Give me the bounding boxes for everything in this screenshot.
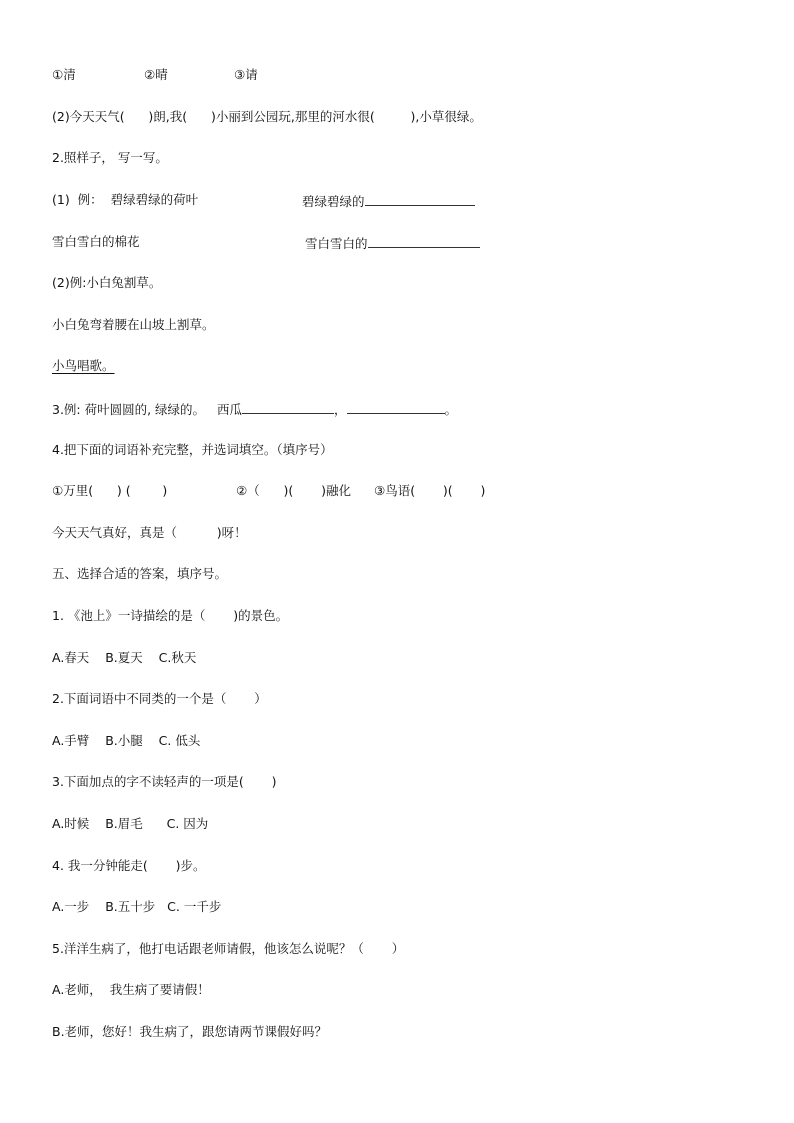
mc-question-2: 2.下面词语中不同类的一个是（ ） xyxy=(52,691,267,706)
example-2-prompt: 雪白雪白的 xyxy=(305,234,480,252)
option-3: ③请 xyxy=(234,67,258,82)
option-1: ①清 xyxy=(52,67,76,82)
answer-blank[interactable] xyxy=(242,400,334,414)
example-sentence: 小白兔弯着腰在山坡上割草。 xyxy=(52,317,215,332)
sentence-fill-blank: (2)今天天气( )朗,我( )小丽到公园玩,那里的河水很( ),小草很绿。 xyxy=(52,109,482,124)
practice-sentence: 小鸟唱歌。 xyxy=(52,358,115,373)
section-heading-2: 2.照样子， 写一写。 xyxy=(52,150,168,165)
question-4: 4.把下面的词语补充完整，并选词填空。（填序号） xyxy=(52,442,333,457)
example-2: 雪白雪白的棉花 xyxy=(52,234,140,249)
mc-options-4: A.一步 B.五十步 C. 一千步 xyxy=(52,899,222,914)
answer-blank[interactable] xyxy=(365,192,475,206)
idiom-3: ③鸟语( )( ) xyxy=(374,483,486,498)
mc-question-1: 1. 《池上》一诗描绘的是（ )的景色。 xyxy=(52,608,289,623)
example-sentence-heading: (2)例:小白兔割草。 xyxy=(52,275,162,290)
mc-question-4: 4. 我一分钟能走( )步。 xyxy=(52,858,206,873)
mc-option-5b: B.老师，您好！我生病了，跟您请两节课假好吗？ xyxy=(52,1024,328,1039)
mc-options-3: A.时候 B.眉毛 C. 因为 xyxy=(52,816,209,831)
question-3: 3.例: 荷叶圆圆的, 绿绿的。 西瓜 ， 。 xyxy=(52,402,458,417)
mc-option-5a: A.老师， 我生病了要请假！ xyxy=(52,982,210,997)
answer-blank[interactable] xyxy=(347,400,445,414)
idiom-1: ①万里( ) ( ) xyxy=(52,483,168,498)
example-1-prompt: 碧绿碧绿的 xyxy=(302,192,475,210)
mc-options-1: A.春天 B.夏天 C.秋天 xyxy=(52,650,197,665)
example-1: (1) 例： 碧绿碧绿的荷叶 xyxy=(52,192,199,207)
mc-question-3: 3.下面加点的字不读轻声的一项是( ) xyxy=(52,774,277,789)
idiom-fill-sentence: 今天天气真好，真是（ )呀！ xyxy=(52,525,247,540)
section-heading-5: 五、选择合适的答案，填序号。 xyxy=(52,566,228,581)
answer-blank[interactable] xyxy=(368,234,480,248)
mc-options-2: A.手臂 B.小腿 C. 低头 xyxy=(52,733,201,748)
option-2: ②晴 xyxy=(144,67,168,82)
idiom-2: ②（ )( )融化 xyxy=(236,483,351,498)
mc-question-5: 5.洋洋生病了，他打电话跟老师请假，他该怎么说呢？（ ） xyxy=(52,941,405,956)
